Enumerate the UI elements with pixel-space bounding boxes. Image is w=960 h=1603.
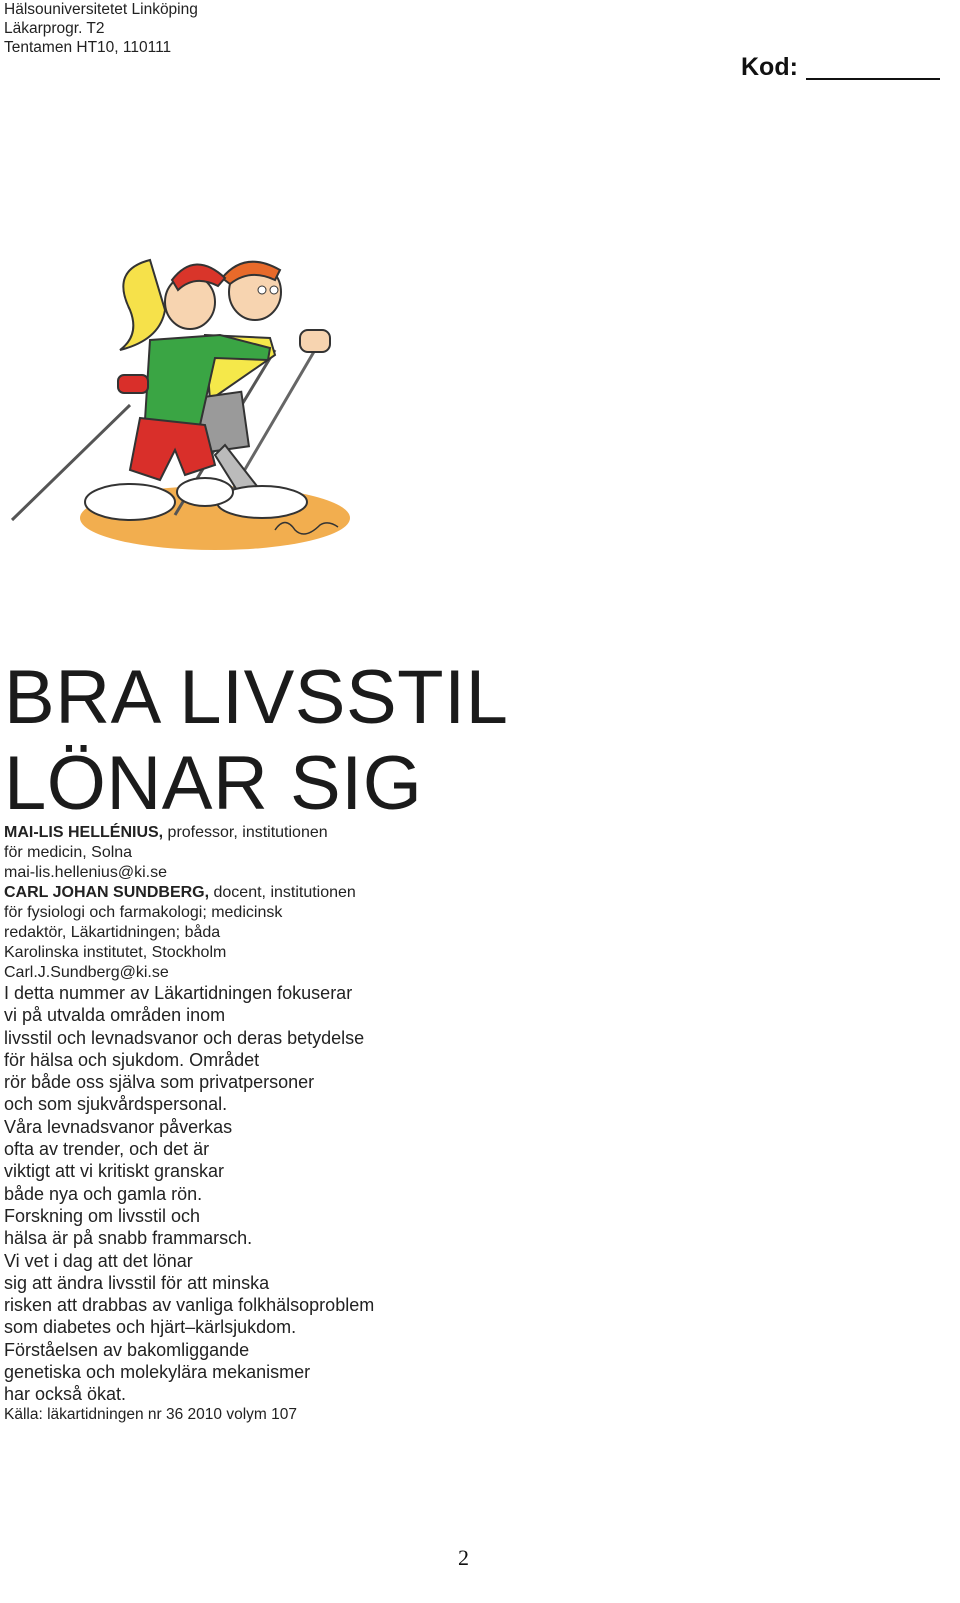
- author-1-role: professor, institutionen: [163, 824, 328, 841]
- author-1-line: [4, 823, 356, 843]
- title-line-1: BRA LIVSSTIL: [4, 655, 509, 740]
- header-exam: Tentamen HT10, 110111: [4, 39, 172, 56]
- author-2-line: [4, 883, 356, 903]
- body-line: har också ökat.: [4, 1384, 127, 1405]
- author-2-affiliation-2: redaktör, Läkartidningen; båda: [4, 924, 221, 941]
- article-body: [4, 982, 374, 1406]
- body-line: Vi vet i dag att det lönar: [4, 1250, 193, 1271]
- nordic-walking-illustration: [0, 240, 360, 560]
- body-line: risken att drabbas av vanliga folkhälsoproblem: [4, 1295, 375, 1316]
- body-line: I detta nummer av Läkartidningen fokuserar: [4, 983, 353, 1003]
- body-line: som diabetes och hjärt–kärlsjukdom.: [4, 1317, 297, 1338]
- body-line: Forskning om livsstil och: [4, 1205, 201, 1226]
- document-header: [4, 0, 198, 57]
- author-block: [4, 823, 356, 983]
- body-line: rör både oss själva som privatpersoner: [4, 1072, 315, 1093]
- body-line: sig att ändra livsstil för att minska: [4, 1272, 270, 1293]
- author-1-email: mai-lis.hellenius@ki.se: [4, 864, 167, 881]
- body-line: livsstil och levnadsvanor och deras betydelse: [4, 1027, 365, 1048]
- header-program: Läkarprogr. T2: [4, 20, 105, 37]
- header-university: Hälsouniversitetet Linköping: [4, 1, 198, 18]
- author-2-email: Carl.J.Sundberg@ki.se: [4, 964, 169, 981]
- page-number: 2: [458, 1545, 469, 1570]
- author-1-name: MAI-LIS HELLÉNIUS,: [4, 824, 164, 841]
- body-line: och som sjukvårdspersonal.: [4, 1094, 228, 1115]
- source-citation: Källa: läkartidningen nr 36 2010 volym 107: [4, 1406, 297, 1423]
- body-line: vi på utvalda områden inom: [4, 1005, 226, 1026]
- body-line: Våra levnadsvanor påverkas: [4, 1116, 233, 1137]
- title-line-2: LÖNAR SIG: [4, 741, 423, 826]
- body-line: både nya och gamla rön.: [4, 1183, 203, 1204]
- body-line: genetiska och molekylära mekanismer: [4, 1362, 311, 1383]
- article-title: [4, 655, 508, 827]
- author-2-name: CARL JOHAN SUNDBERG,: [4, 884, 210, 901]
- kod-label: Kod:: [741, 53, 798, 81]
- body-line: hälsa är på snabb frammarsch.: [4, 1228, 253, 1249]
- author-2-affiliation-3: Karolinska institutet, Stockholm: [4, 944, 227, 961]
- author-2-affiliation-1: för fysiologi och farmakologi; medicinsk: [4, 904, 283, 921]
- body-line: för hälsa och sjukdom. Området: [4, 1049, 260, 1070]
- author-1-affiliation: för medicin, Solna: [4, 844, 133, 861]
- body-line: viktigt att vi kritiskt granskar: [4, 1161, 225, 1182]
- body-line: Förståelsen av bakomliggande: [4, 1339, 250, 1360]
- kod-input-line[interactable]: [806, 78, 940, 80]
- body-line: ofta av trender, och det är: [4, 1139, 210, 1160]
- author-2-role: docent, institutionen: [209, 884, 356, 901]
